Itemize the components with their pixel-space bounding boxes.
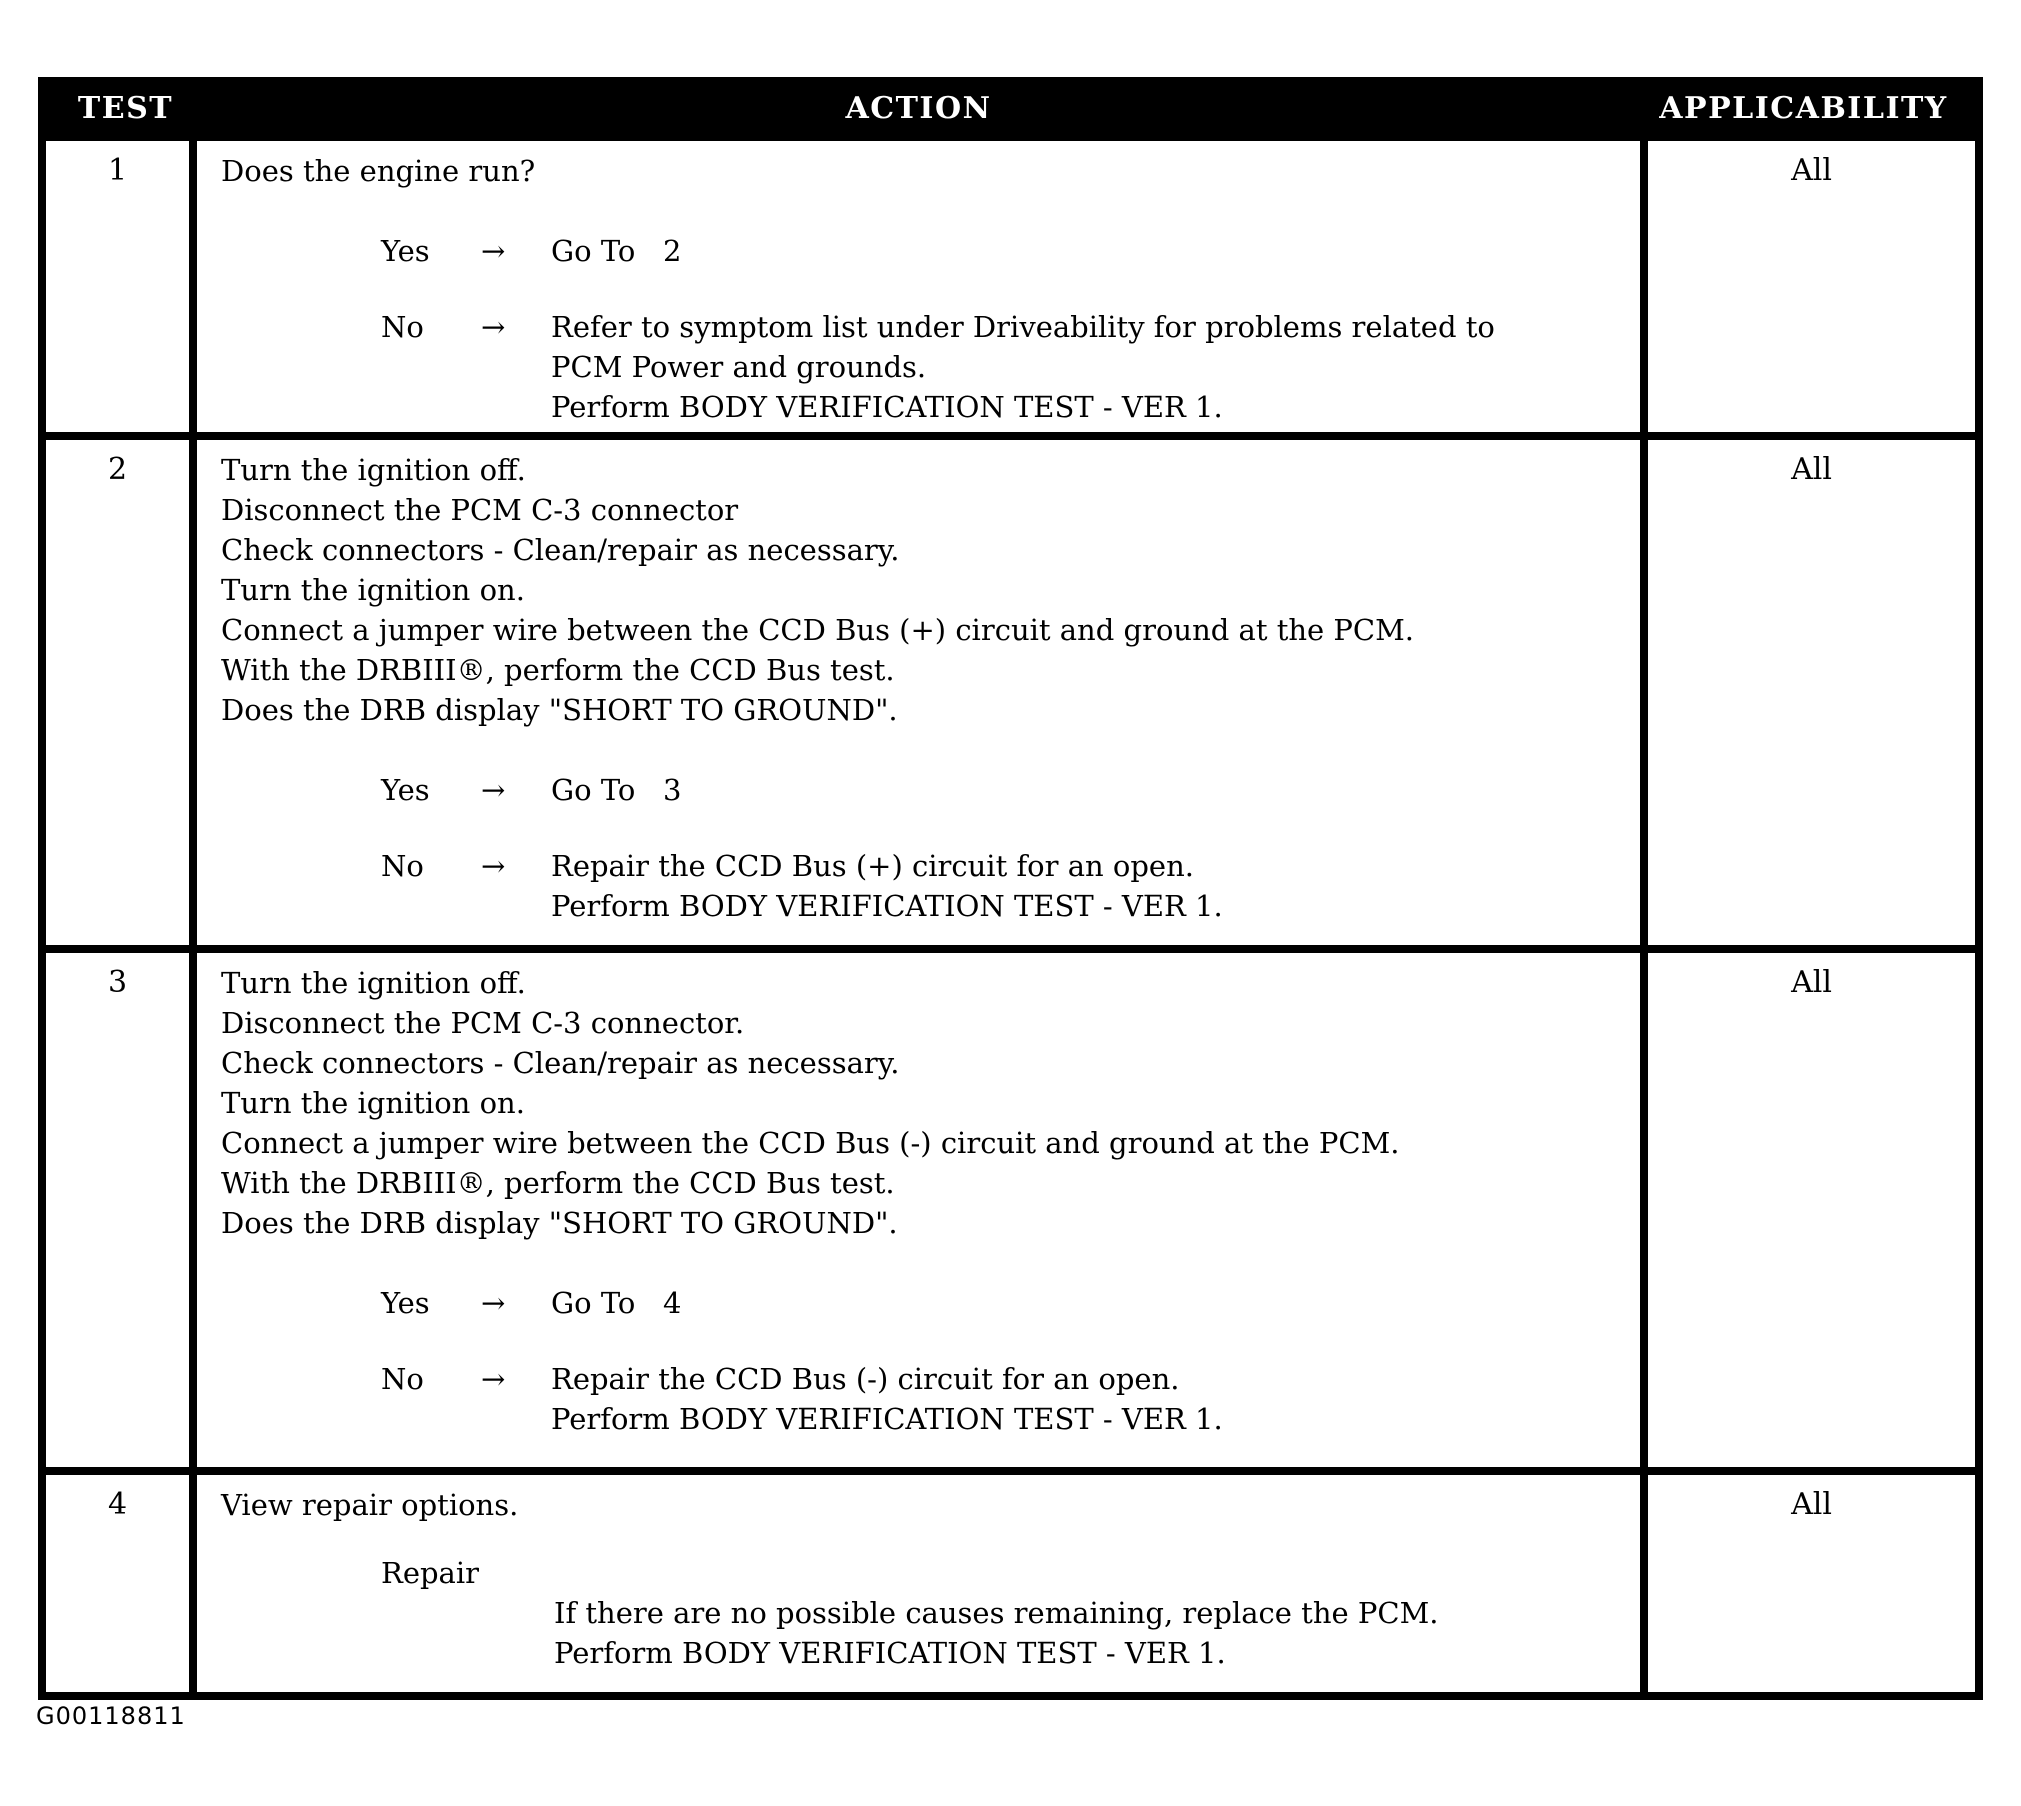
result-line: Go To 4 bbox=[551, 1286, 682, 1320]
branch-no bbox=[221, 1359, 1640, 1439]
result-line: Perform BODY VERIFICATION TEST - VER 1. bbox=[554, 1636, 1226, 1670]
action-line: Does the engine run? bbox=[221, 154, 536, 188]
action-line: Disconnect the PCM C-3 connector bbox=[221, 493, 739, 527]
action-line: Turn the ignition off. bbox=[221, 453, 526, 487]
diagnostic-test-table bbox=[38, 77, 1983, 1700]
action-line: Connect a jumper wire between the CCD Bus (-) circuit and ground at the PCM. bbox=[221, 1126, 1400, 1160]
branch-result bbox=[551, 770, 1640, 810]
branch-yes bbox=[221, 231, 1640, 271]
table-row-test-2 bbox=[46, 432, 1975, 945]
action-line: With the DRBIII®, perform the CCD Bus test. bbox=[221, 653, 895, 687]
test-number: 1 bbox=[46, 141, 197, 432]
applicability-value: All bbox=[1640, 953, 1975, 1467]
branch-repair bbox=[221, 1553, 1640, 1673]
figure-code: G00118811 bbox=[36, 1702, 186, 1730]
result-line: Refer to symptom list under Driveability for problems related to bbox=[551, 310, 1495, 344]
result-line: If there are no possible causes remaining, replace the PCM. bbox=[554, 1596, 1439, 1630]
applicability-value: All bbox=[1640, 1475, 1975, 1692]
table-row-test-3 bbox=[46, 945, 1975, 1467]
arrow-icon: → bbox=[481, 1362, 506, 1396]
action-line: Disconnect the PCM C-3 connector. bbox=[221, 1006, 745, 1040]
branch-yes bbox=[221, 770, 1640, 810]
branch-result bbox=[551, 846, 1640, 926]
result-line: PCM Power and grounds. bbox=[551, 350, 927, 384]
applicability-value: All bbox=[1640, 141, 1975, 432]
test-number: 3 bbox=[46, 953, 197, 1467]
branch-label: Yes bbox=[381, 1286, 430, 1320]
action-line: Check connectors - Clean/repair as necessary. bbox=[221, 533, 900, 567]
header-applicability: APPLICABILITY bbox=[1659, 91, 1948, 126]
branch-result bbox=[551, 307, 1640, 427]
test-number: 4 bbox=[46, 1475, 197, 1692]
action-line: View repair options. bbox=[221, 1488, 519, 1522]
branch-label: Repair bbox=[381, 1556, 479, 1590]
branch-label: No bbox=[381, 1362, 424, 1396]
action-cell bbox=[197, 953, 1640, 1467]
branch-no bbox=[221, 307, 1640, 427]
branch-label: Yes bbox=[381, 773, 430, 807]
branch-result bbox=[551, 1359, 1640, 1439]
action-line: Turn the ignition on. bbox=[221, 1086, 525, 1120]
action-line: With the DRBIII®, perform the CCD Bus test. bbox=[221, 1166, 895, 1200]
result-line: Repair the CCD Bus (-) circuit for an open. bbox=[551, 1362, 1180, 1396]
header-test: TEST bbox=[77, 91, 174, 126]
branch-label: Yes bbox=[381, 234, 430, 268]
arrow-icon: → bbox=[481, 849, 506, 883]
action-line: Connect a jumper wire between the CCD Bus (+) circuit and ground at the PCM. bbox=[221, 613, 1415, 647]
action-line: Turn the ignition on. bbox=[221, 573, 525, 607]
arrow-icon: → bbox=[481, 310, 506, 344]
action-line: Does the DRB display "SHORT TO GROUND". bbox=[221, 1206, 898, 1240]
table-header-row bbox=[46, 85, 1975, 133]
table-row-test-1 bbox=[46, 133, 1975, 432]
result-line: Go To 3 bbox=[551, 773, 682, 807]
branch-yes bbox=[221, 1283, 1640, 1323]
branch-result bbox=[551, 231, 1640, 271]
arrow-icon: → bbox=[481, 773, 506, 807]
branch-no bbox=[221, 846, 1640, 926]
result-line: Perform BODY VERIFICATION TEST - VER 1. bbox=[551, 390, 1223, 424]
action-line: Check connectors - Clean/repair as necessary. bbox=[221, 1046, 900, 1080]
arrow-icon: → bbox=[481, 1286, 506, 1320]
result-line: Perform BODY VERIFICATION TEST - VER 1. bbox=[551, 889, 1223, 923]
result-line: Go To 2 bbox=[551, 234, 682, 268]
result-line: Repair the CCD Bus (+) circuit for an open. bbox=[551, 849, 1194, 883]
branch-result bbox=[551, 1283, 1640, 1323]
branch-result bbox=[381, 1593, 1640, 1673]
header-action: ACTION bbox=[845, 91, 992, 126]
action-cell bbox=[197, 141, 1640, 432]
test-number: 2 bbox=[46, 440, 197, 945]
branch-label: No bbox=[381, 310, 424, 344]
action-line: Turn the ignition off. bbox=[221, 966, 526, 1000]
action-cell bbox=[197, 440, 1640, 945]
result-line: Perform BODY VERIFICATION TEST - VER 1. bbox=[551, 1402, 1223, 1436]
action-cell bbox=[197, 1475, 1640, 1692]
action-line: Does the DRB display "SHORT TO GROUND". bbox=[221, 693, 898, 727]
applicability-value: All bbox=[1640, 440, 1975, 945]
branch-label: No bbox=[381, 849, 424, 883]
arrow-icon: → bbox=[481, 234, 506, 268]
table-row-test-4 bbox=[46, 1467, 1975, 1692]
